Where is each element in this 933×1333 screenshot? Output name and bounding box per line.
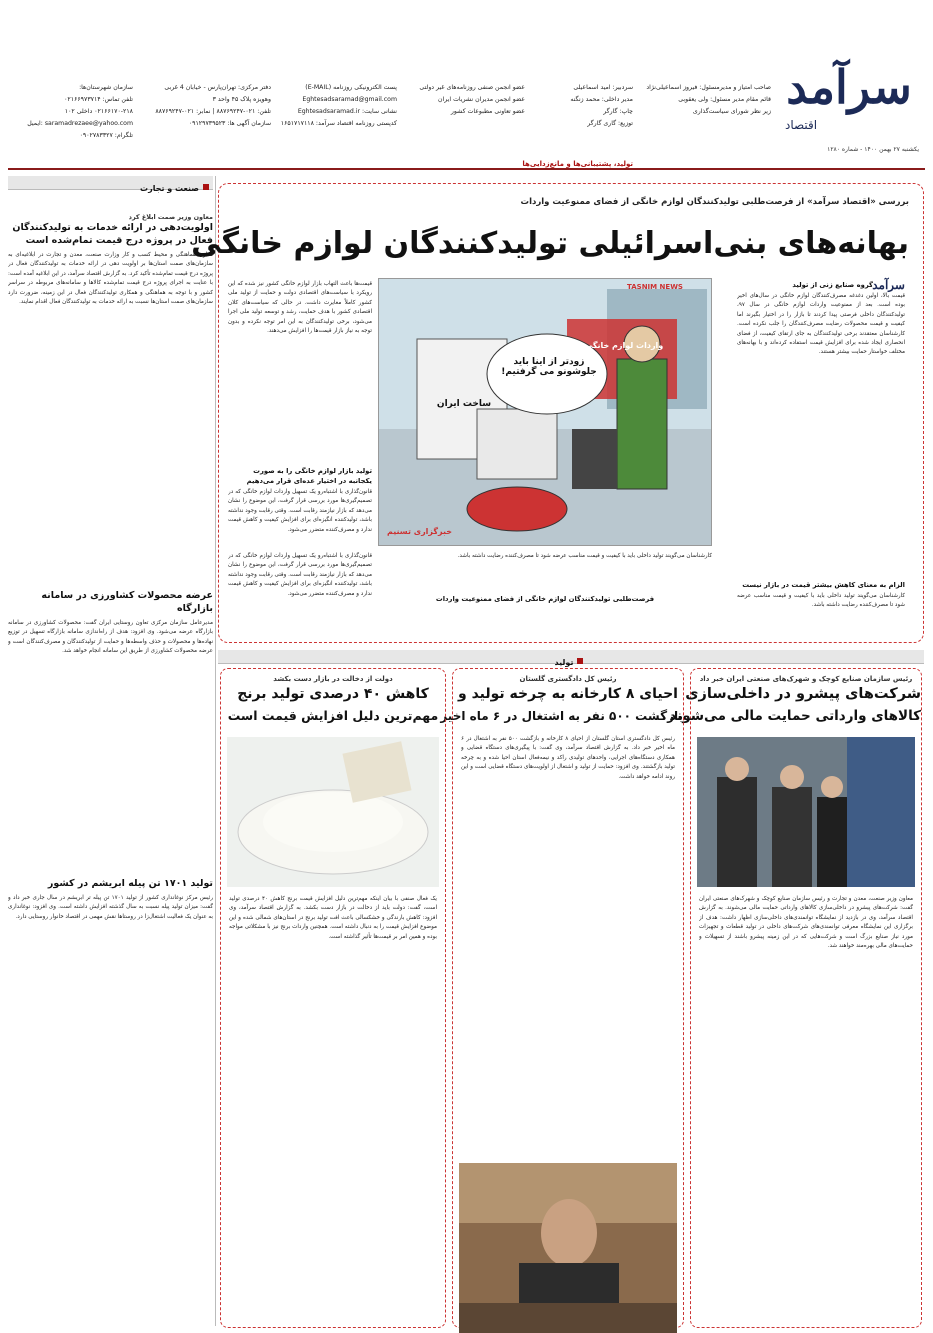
section-marker-icon xyxy=(577,658,583,664)
card2-photo-svg xyxy=(459,1163,677,1333)
contact-line: نشانی سایت: Eghtesadsaramad.ir xyxy=(297,108,397,115)
card1-title-line1: شرکت‌های پیشرو در داخلی‌سازی xyxy=(685,686,921,702)
production-card-2 xyxy=(440,668,684,1328)
staff-line: مدیر داخلی: محمد زنگنه xyxy=(570,96,633,103)
brand-mark-icon: سرآمد xyxy=(872,278,905,292)
sidebar-story2-body: مدیرعامل سازمان مرکزی تعاون روستایی ایران گفت: محصولات کشاورزی در سامانه بازارگاه عرضه می‌شود. وی افزود: هدف از راه‌اندازی سامانه بازارگاه تسهیل در توزیع نهاده‌ها و محصولات و حذف واسطه‌ها و حمایت از تولیدکنندگان و مصرف‌کنندگان است و عرضه محصولات کشاورزی از طریق این سامانه انجام خواهد شد. xyxy=(8,620,213,655)
production-section-ribbon xyxy=(218,650,924,667)
contact-col5 xyxy=(141,82,271,130)
contact-line: saramadrezaee@yahoo.com :ایمیل xyxy=(27,120,133,127)
staff-line: سردبیر: امید اسماعیلی xyxy=(573,84,633,91)
lead-col2-tail: قانون‌گذاری با اشتباه‌رو یک تسهیل واردات لوازم خانگی که در تصمیم‌گیری‌ها مورد بررسی قرار گرفت، این موضوع را نشان می‌دهد که بازار نیازمند رقابت است. وقتی رقابت وجود نداشته باشد، تولیدکننده انگیزه‌ای برای افزایش کیفیت و کاهش قیمت ندارد و مصرف‌کننده متضرر می‌شود. xyxy=(228,553,372,597)
staff-line: صاحب امتیاز و مدیرمسئول: فیروز اسماعیلی‌نژاد xyxy=(646,84,771,91)
contact-line: تلفن تماس: ۰۲۱۶۶۹۷۳۷۱۴ xyxy=(64,96,133,103)
card3-kicker: دولت از دخالت در بازار دست بکشد xyxy=(273,675,393,683)
contact-col4 xyxy=(277,82,397,130)
card3-body: یک فعال صنفی با بیان اینکه مهم‌ترین دلیل افزایش قیمت برنج کاهش ۴۰ درصدی تولید است، گفت: دولت باید از دخالت در بازار دست بکشد. به گزارش اقتصاد سرآمد، وی افزود: کاهش بارندگی و خشکسالی باعث افت تولید برنج در استان‌های شمالی شده و این موضوع افزایش قیمت را به دنبال داشته است. همچنین واردات برنج نیز با مشکلاتی مواجه بوده و همین امر بر قیمت‌ها تأثیر گذاشته است. xyxy=(229,896,437,940)
cartoon-footer-credit: خبرگزاری تسنیم xyxy=(387,527,453,536)
card3-photo-svg xyxy=(227,737,439,887)
staff-line: عضو انجمن مدیران نشریات ایران xyxy=(437,96,525,103)
lead-col3-subhead: فرصت‌طلبی تولیدکنندگان لوازم خانگی از فضای ممنوعیت واردات xyxy=(435,595,655,603)
contact-line: کدپستی روزنامه اقتصاد سرآمد: ۱۶۵۱۷۱۷۱۱۸ xyxy=(280,120,397,127)
cartoon-credit: TASNIM NEWS xyxy=(627,283,683,291)
card2-body: رئیس کل دادگستری استان گلستان از احیای ۸ کارخانه و بازگشت ۵۰۰ نفر به اشتغال در ۶ ماه اخیر خبر داد. به گزارش اقتصاد سرآمد، وی گفت: با پیگیری‌های دستگاه قضایی و همکاری دستگاه‌های اجرایی، واحدهای تولیدی راکد و نیمه‌فعال استان احیا شده و به چرخه تولید بازگشتند. وی افزود: حمایت از تولید و اشتغال از اولویت‌های دستگاه قضایی است و این روند ادامه خواهد داشت. xyxy=(461,736,675,780)
lead-col2b: قانون‌گذاری با اشتباه‌رو یک تسهیل واردات لوازم خانگی که در تصمیم‌گیری‌ها مورد بررسی قرار گرفت، این موضوع را نشان می‌دهد که بازار نیازمند رقابت است. وقتی رقابت وجود نداشته باشد، تولیدکننده انگیزه‌ای برای افزایش کیفیت و کاهش قیمت ندارد و مصرف‌کننده متضرر می‌شود. xyxy=(228,489,372,533)
column-divider xyxy=(215,176,216,1326)
card2-kicker: رئیس کل دادگستری گلستان xyxy=(519,675,617,683)
staff-line: عضو انجمن صنفی روزنامه‌های غیر دولتی xyxy=(419,84,525,91)
cartoon-sign-text: ساخت ایران xyxy=(436,399,492,409)
lead-col1: قیمت بالا، اولین دغدغه مصرف‌کنندگان لوازم خانگی در سال‌های اخیر بوده است. بعد از ممنوعیت واردات لوازم خانگی در سال ۹۷، تولیدکنندگان داخلی فرصتی پیدا کردند تا بازار را در اختیار بگیرند اما کیفیت و قیمت محصولات رضایت مصرف‌کنندگان را جلب نکرده است. کارشناسان معتقدند برخی تولیدکنندگان به جای ارتقای کیفیت، از فضای انحصاری ایجاد شده برای افزایش قیمت استفاده کرده‌اند و با بهانه‌های مختلف خواستار حمایت بیشتر هستند. xyxy=(737,293,905,356)
sidebar-section-ribbon xyxy=(8,176,213,193)
section-marker-icon xyxy=(203,184,209,190)
lead-col2: قیمت‌ها باعث التهاب بازار لوازم خانگی کشور نیز شده که این رویکرد با سیاست‌های اقتصادی دولت و حمایت از تولید ملی کشور کاملاً مغایرت داشت. در حالی که سیاست‌های کلان اقتصادی کشور با هدف حمایت، رشد و توسعه تولید ملی اجرا می‌شود، برخی تولیدکنندگان به این امر توجه نکرده و بدون توجه به نیاز بازار قیمت‌ها را افزایش می‌دهند. xyxy=(228,281,372,335)
contact-line: تلفن: ۰۲۱-۸۸۷۶۹۲۴۷ | نمابر: ۰۲۱-۸۸۷۶۹۲۴۷ xyxy=(155,108,271,115)
card2-title-line2: بازگشت ۵۰۰ نفر به اشتغال در ۶ ماه اخیر xyxy=(440,709,683,723)
sidebar-section-label: صنعت و تجارت xyxy=(140,184,199,193)
staff-line: قائم مقام مدیر مسئول: ولی یعقوبی xyxy=(678,96,771,103)
card1-title-line2: کالاهای وارداتی حمایت مالی می‌شوند xyxy=(669,708,921,724)
sidebar-story1-body: معاون هماهنگی و محیط کسب و کار وزارت صنعت، معدن و تجارت در ابلاغیه‌ای به سازمان‌های صمت استان‌ها بر اولویت دهی در ارائه خدمات به تولیدکنندگان فعال در پروژه درج قیمت تمام‌شده تأکید کرد. به گزارش اقتصاد سرآمد، در این ابلاغیه آمده است: با عنایت به اجرای پروژه درج قیمت تمام‌شده کالاها و سامانه‌های مربوطه در سراسر کشور و با توجه به هماهنگی و همکاری تولیدکنندگان فعال در این زمینه، ضرورت دارد سازمان‌های صمت استان‌ها نسبت به ارائه خدمات به تولیدکنندگان فعال اقدام نمایند. xyxy=(8,252,213,306)
sidebar-story3-title: تولید ۱۷۰۱ تن پیله ابریشم در کشور xyxy=(47,878,213,889)
card1-kicker: رئیس سازمان صنایع کوچک و شهرک‌های صنعتی ایران خبر داد xyxy=(699,675,913,683)
cartoon-bag-text: واردات لوازم خانگی xyxy=(584,341,664,350)
card1-photo xyxy=(697,737,915,887)
contact-line: Eghtesadsaramad@gmail.com xyxy=(302,96,397,103)
cartoon-illustration xyxy=(378,278,712,546)
sidebar-story2-title: عرضه محصولات کشاورزی در سامانه بازارگاه xyxy=(41,590,213,614)
contact-col6 xyxy=(7,82,133,142)
contact-line: ۰۲۱۶۶۱۷۰-۲۱۸ داخلی ۱۰۲ xyxy=(64,108,133,115)
staff-line: عضو تعاونی مطبوعات کشور xyxy=(450,108,525,115)
staff-line: توزیع: گاری گارگر xyxy=(587,120,633,127)
sidebar-story3-body: رئیس مرکز نوغانداری کشور از تولید ۱۷۰۱ تن پیله تر ابریشم در سال جاری خبر داد و گفت: میزان تولید پیله نسبت به سال گذشته افزایش داشته است. وی افزود: نوغانداری به عنوان یک فعالیت اشتغال‌زا در روستاها نقش مهمی در اقتصاد خانوار روستایی دارد. xyxy=(8,895,213,920)
card1-body: معاون وزیر صنعت، معدن و تجارت و رئیس سازمان صنایع کوچک و شهرک‌های صنعتی ایران گفت: شرکت‌های پیشرو در داخلی‌سازی کالاهای وارداتی حمایت مالی می‌شوند. به گزارش اقتصاد سرآمد، وی در بازدید از نمایشگاه توانمندی‌های داخلی‌سازی اظهار داشت: هدف از برگزاری این نمایشگاه معرفی توانمندی‌های شرکت‌های داخلی در تولید قطعات و تجهیزات مورد نیاز صنایع بزرگ است و شرکت‌هایی که در این زمینه پیشرو باشند از تسهیلات و حمایت‌های مالی بهره‌مند خواهند شد. xyxy=(699,896,913,950)
card3-title-line1: کاهش ۴۰ درصدی تولید برنج xyxy=(237,686,429,702)
staff-line: زیر نظر شورای سیاست‌گذاری xyxy=(692,108,771,115)
production-card-3 xyxy=(220,668,446,1328)
sidebar xyxy=(8,193,213,1323)
contact-line: سازمان آگهی ها: ۰۹۱۲۹۷۳۹۵۲۳ xyxy=(188,120,271,127)
staff-col1 xyxy=(641,82,771,118)
lead-headline: بهانه‌های بنی‌اسرائیلی تولیدکنندگان لوازم خانگی xyxy=(191,226,909,261)
card2-photo xyxy=(459,1163,677,1333)
production-card-1 xyxy=(669,668,922,1328)
sidebar-story1-title: اولویت‌دهی در ارائه خدمات به تولیدکنندگان فعال در پروژه درج قیمت تمام‌شده است xyxy=(12,222,213,246)
lead-col1-subhead: الزام به معنای کاهش بیشتر قیمت در بازار نیست xyxy=(742,581,905,589)
sidebar-story1-kicker: معاون وزیر صمت ابلاغ کرد xyxy=(128,213,213,221)
lead-col2-subhead: تولید بازار لوازم خانگی را به صورت یکجانبه در اختیار عده‌ای قرار می‌دهیم xyxy=(246,467,372,485)
staff-line: چاپ: گارگر xyxy=(603,108,633,115)
cartoon-svg xyxy=(378,279,711,546)
dateline: یکشنبه ۲۷ بهمن ۱۴۰۰ - شماره ۱۲۸۰ xyxy=(827,146,919,153)
cartoon-bubble-text: زودتر از اینا باید جلوشونو می گرفتیم! xyxy=(501,357,597,377)
header-rule xyxy=(8,168,925,170)
contact-line: سازمان شهرستان‌ها: xyxy=(79,84,133,91)
lead-col3: کارشناسان می‌گویند تولید داخلی باید با کیفیت و قیمت مناسب عرضه شود تا مصرف‌کننده رضایت داشته باشد. xyxy=(457,553,712,559)
page-topic: تولید، پشتیبانی‌ها و مانع‌زدایی‌ها xyxy=(522,160,633,168)
card2-title-line1: احیای ۸ کارخانه به چرخه تولید و xyxy=(458,686,678,702)
contact-line: دفتر مرکزی: تهران‌پارس - خیابان 4 غربی xyxy=(164,84,271,91)
lead-kicker: بررسی «اقتصاد سرآمد» از فرصت‌طلبی تولیدکنندگان لوازم خانگی از فضای ممنوعیت واردات xyxy=(520,197,909,207)
contact-line: پست الکترونیکی روزنامه (E-MAIL) xyxy=(305,84,397,91)
lead-col1-tail: کارشناسان می‌گویند تولید داخلی باید با کیفیت و قیمت مناسب عرضه شود تا مصرف‌کننده رضایت داشته باشد. xyxy=(737,593,905,609)
card1-photo-svg xyxy=(697,737,915,887)
logo-main-text: سرآمد xyxy=(786,60,912,114)
logo-sub-text: اقتصاد xyxy=(785,118,818,132)
staff-col2 xyxy=(533,82,633,130)
production-section-label: تولید xyxy=(554,658,574,667)
card3-photo xyxy=(227,737,439,887)
contact-line: تلگرام: ۰۹۰۲۷۸۳۳۲۷ xyxy=(79,132,133,139)
masthead-logo xyxy=(779,60,919,138)
lead-byline: گروه صنایع زنی از تولید xyxy=(792,281,873,289)
card3-title-line2: مهم‌ترین دلیل افزایش قیمت است xyxy=(227,708,439,723)
contact-line: وهویزه پلاک ۴۵ واحد ۳ xyxy=(212,96,271,103)
staff-col3 xyxy=(405,82,525,118)
